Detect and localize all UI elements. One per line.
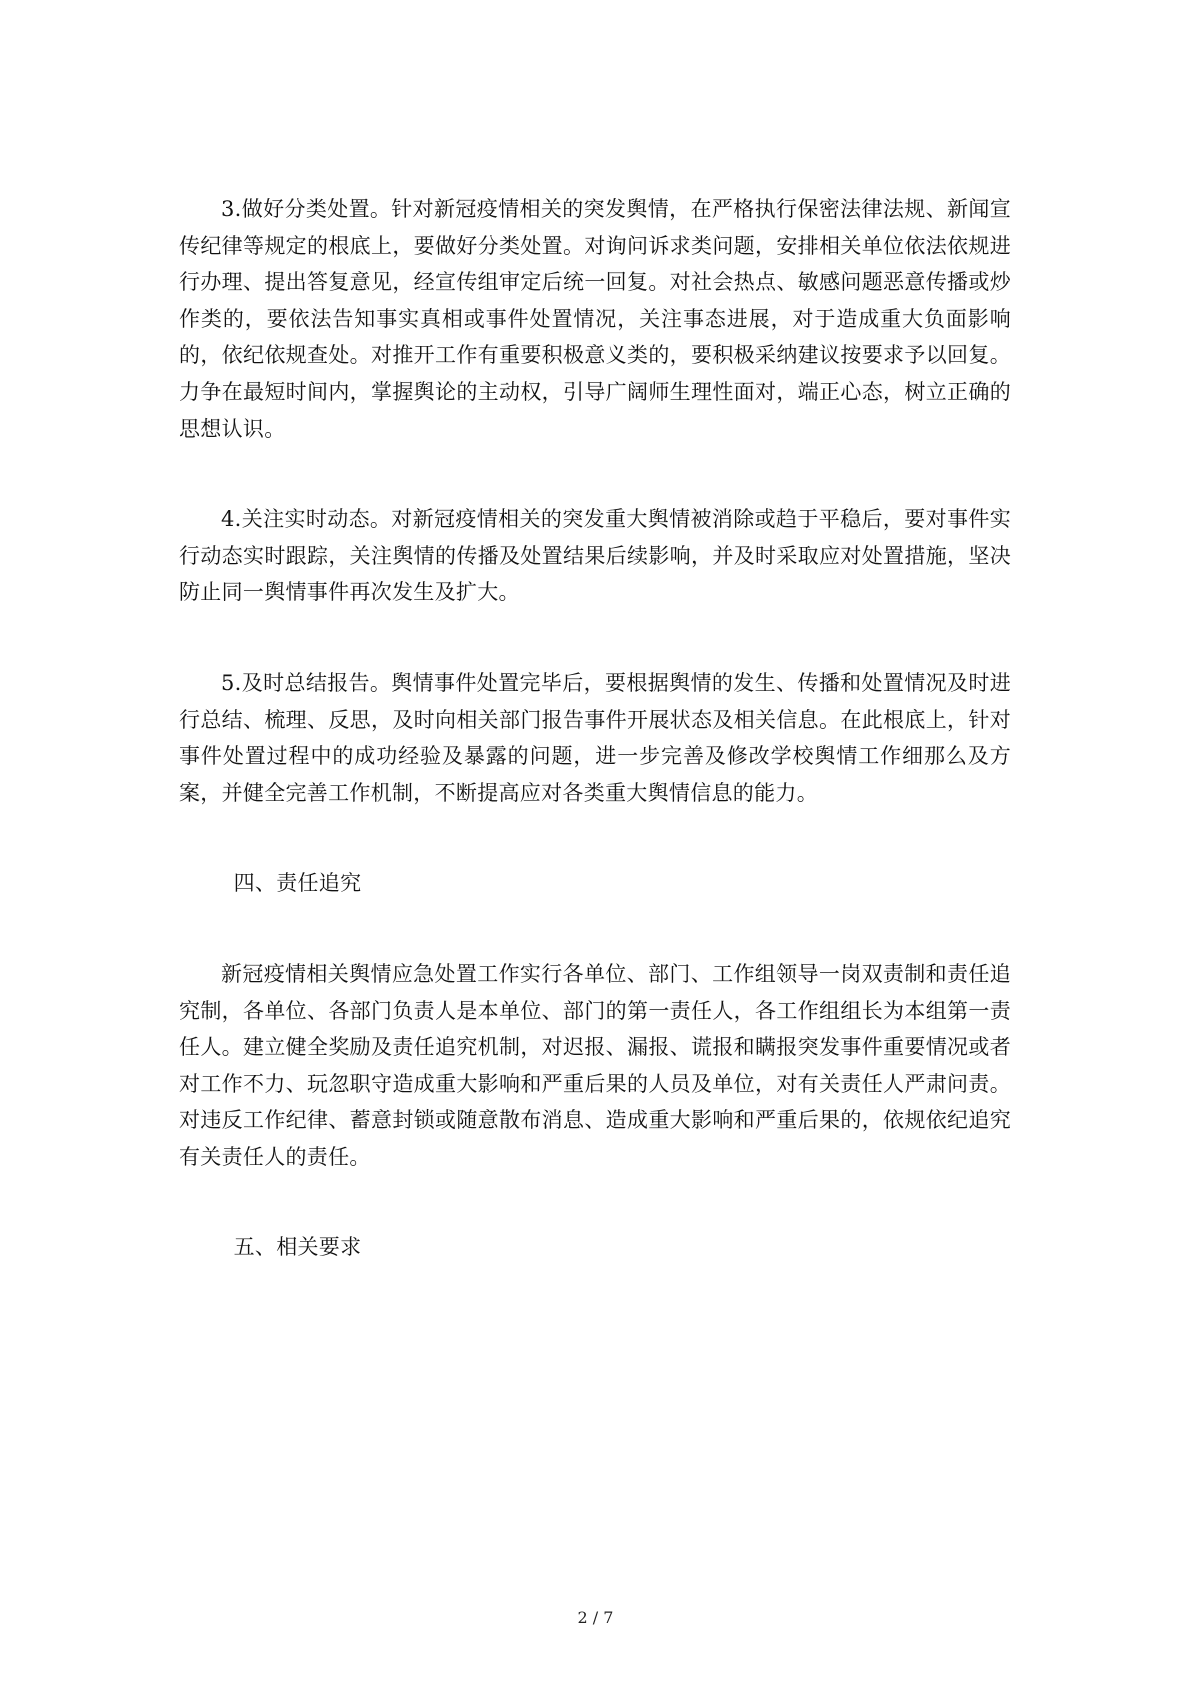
paragraph-accountability: 新冠疫情相关舆情应急处置工作实行各单位、部门、工作组领导一岗双责制和责任追究制，各单位、各部门负责人是本单位、部门的第一责任人，各工作组组长为本组第一责任人。建立健全奖励及责任追究机制，对迟报、漏报、谎报和瞒报突发事件重要情况或者对工作不力、玩忽职守造成重大影响和严重后果的人员及单位，对有关责任人严肃问责。对违反工作纪律、蓄意封锁或随意散布消息、造成重大影响和严重后果的，依规依纪追究有关责任人的责任。 — [179, 961, 1011, 1169]
paragraph-timely-summary-report: 5.及时总结报告。舆情事件处置完毕后，要根据舆情的发生、传播和处置情况及时进行总结、梳理、反思，及时向相关部门报告事件开展状态及相关信息。在此根底上，针对事件处置过程中的成功经验及暴露的问题，进一步完善及修改学校舆情工作细那么及方案，并健全完善工作机制，不断提高应对各类重大舆情信息的能力。 — [179, 670, 1011, 805]
document-body — [179, 191, 1011, 1266]
paragraph-realtime-monitoring: 4.关注实时动态。对新冠疫情相关的突发重大舆情被消除或趋于平稳后，要对事件实行动态实时跟踪，关注舆情的传播及处置结果后续影响，并及时采取应对处置措施，坚决防止同一舆情事件再次发生及扩大。 — [179, 507, 1011, 605]
page-number: 2 / 7 — [577, 1608, 614, 1627]
paragraph-classified-handling: 3.做好分类处置。针对新冠疫情相关的突发舆情，在严格执行保密法律法规、新闻宣传纪律等规定的根底上，要做好分类处置。对询问诉求类问题，安排相关单位依法依规进行办理、提出答复意见，经宣传组审定后统一回复。对社会热点、敏感问题恶意传播或炒作类的，要依法告知事实真相或事件处置情况，关注事态进展，对于造成重大负面影响的，依纪依规查处。对推开工作有重要积极意义类的，要积极采纳建议按要求予以回复。力争在最短时间内，掌握舆论的主动权，引导广阔师生理性面对，端正心态，树立正确的思想认识。 — [179, 197, 1011, 441]
section-heading-accountability: 四、责任追究 — [233, 871, 362, 896]
section-heading-requirements: 五、相关要求 — [233, 1235, 362, 1260]
